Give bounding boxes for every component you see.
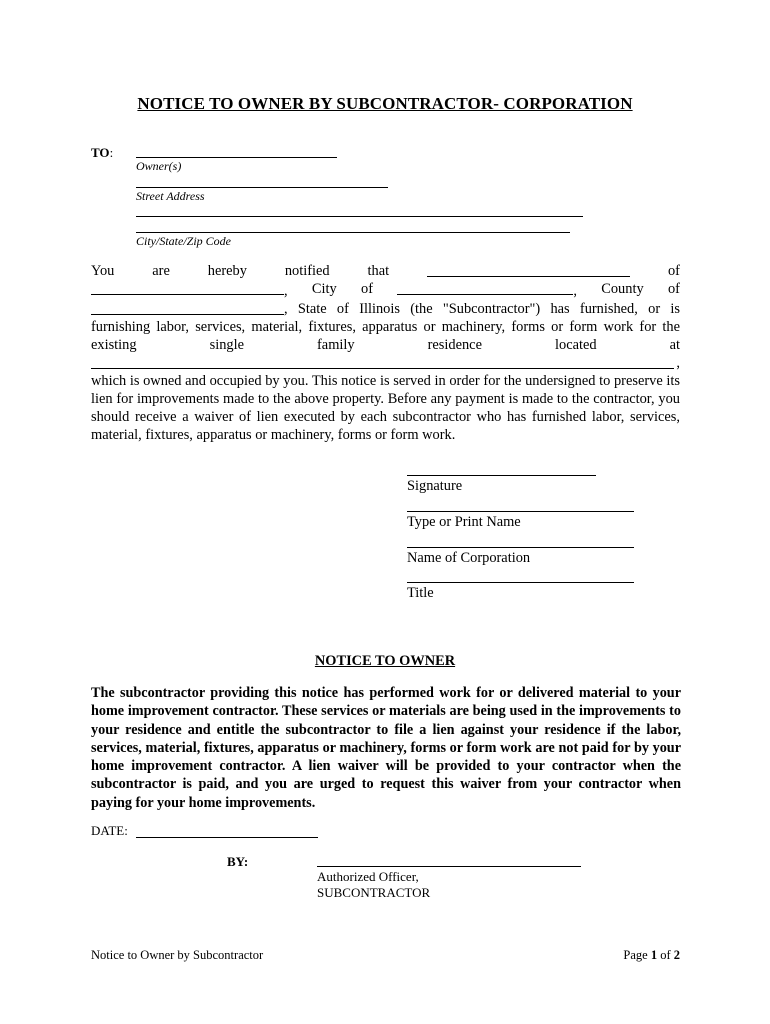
word: single <box>209 337 244 353</box>
footer-title: Notice to Owner by Subcontractor <box>91 948 264 962</box>
county-blank[interactable] <box>91 300 284 315</box>
word: family <box>317 337 355 353</box>
city-line[interactable] <box>136 232 570 233</box>
street-line[interactable] <box>136 187 388 188</box>
corporation-label: Name of Corporation <box>407 550 531 566</box>
word: of <box>361 281 374 297</box>
word: City <box>311 281 337 297</box>
word: hereby <box>207 263 247 279</box>
word: County <box>601 281 644 297</box>
word: are <box>152 263 170 279</box>
owner-caption: Owner(s) <box>136 159 182 173</box>
word: that <box>367 263 390 279</box>
word: existing <box>91 337 137 353</box>
document-title: NOTICE TO OWNER BY SUBCONTRACTOR- CORPORATION <box>137 94 633 113</box>
word: notified <box>284 263 330 279</box>
para-row-3 <box>91 300 680 318</box>
para-rest: which is owned and occupied by you. This notice is served in order for the undersigned to preserve its lien for improvements made to the above property. Before any payment is made to the contractor, you should receive a waiver of lien executed by each subcontractor who has furnished labor, services, material, fixtures, apparatus or machinery, forms or form work. <box>91 373 680 443</box>
page-indicator: Page 1 of 2 <box>623 948 680 962</box>
city-blank[interactable] <box>397 280 573 295</box>
corporation-line[interactable] <box>407 547 634 548</box>
para-row-5 <box>91 336 680 354</box>
officer-line-2: SUBCONTRACTOR <box>317 884 431 900</box>
word: residence <box>427 337 482 353</box>
para-row-4: furnishing labor, services, material, fixtures, apparatus or machinery, forms or form work for the <box>91 319 680 335</box>
date-label: DATE: <box>91 823 128 838</box>
address-extra-line[interactable] <box>136 216 583 217</box>
officer-line-1: Authorized Officer, <box>317 869 419 884</box>
notice-body: The subcontractor providing this notice has performed work for or delivered material to your home improvement contractor. These services or materials are being used in the improvements to your residence and entitle the subcontractor to file a lien against your residence if the labor, services, material, fixtures, apparatus or machinery, forms or form work are not paid for by your home improvement contractor. A lien waiver will be provided to your contractor when the subcontractor is paid, and you are urged to request this waiver from your contractor when paying for your home improvements. <box>91 685 681 811</box>
title-line[interactable] <box>407 582 634 583</box>
city-caption: City/State/Zip Code <box>136 234 231 248</box>
street-caption: Street Address <box>136 189 205 203</box>
property-location-blank[interactable] <box>91 354 674 369</box>
officer-caption <box>317 869 430 900</box>
word: located <box>555 337 597 353</box>
notice-heading: NOTICE TO OWNER <box>314 653 456 669</box>
comma: , <box>676 355 680 371</box>
para-row-6 <box>91 354 680 372</box>
para-row-2: , City of , County of <box>91 280 680 300</box>
print-name-line[interactable] <box>407 511 634 512</box>
word: of <box>667 263 680 279</box>
by-label: BY: <box>227 854 249 869</box>
owner-line[interactable] <box>136 157 337 158</box>
to-label: TO: <box>91 145 114 160</box>
para-row-1 <box>91 262 680 280</box>
word: at <box>669 337 680 353</box>
title-label: Title <box>407 585 434 601</box>
notice-paragraph <box>91 262 680 444</box>
word: You <box>91 263 115 279</box>
officer-signature-line[interactable] <box>317 866 581 867</box>
word: of <box>667 281 680 297</box>
address-blank[interactable] <box>91 280 284 295</box>
print-name-label: Type or Print Name <box>407 514 521 530</box>
date-line[interactable] <box>136 837 318 838</box>
signature-line[interactable] <box>407 475 596 476</box>
contractor-name-blank[interactable] <box>427 262 630 277</box>
signature-label: Signature <box>407 478 463 494</box>
state-text: , State of Illinois (the "Subcontractor") has furnished, or is <box>284 301 680 317</box>
